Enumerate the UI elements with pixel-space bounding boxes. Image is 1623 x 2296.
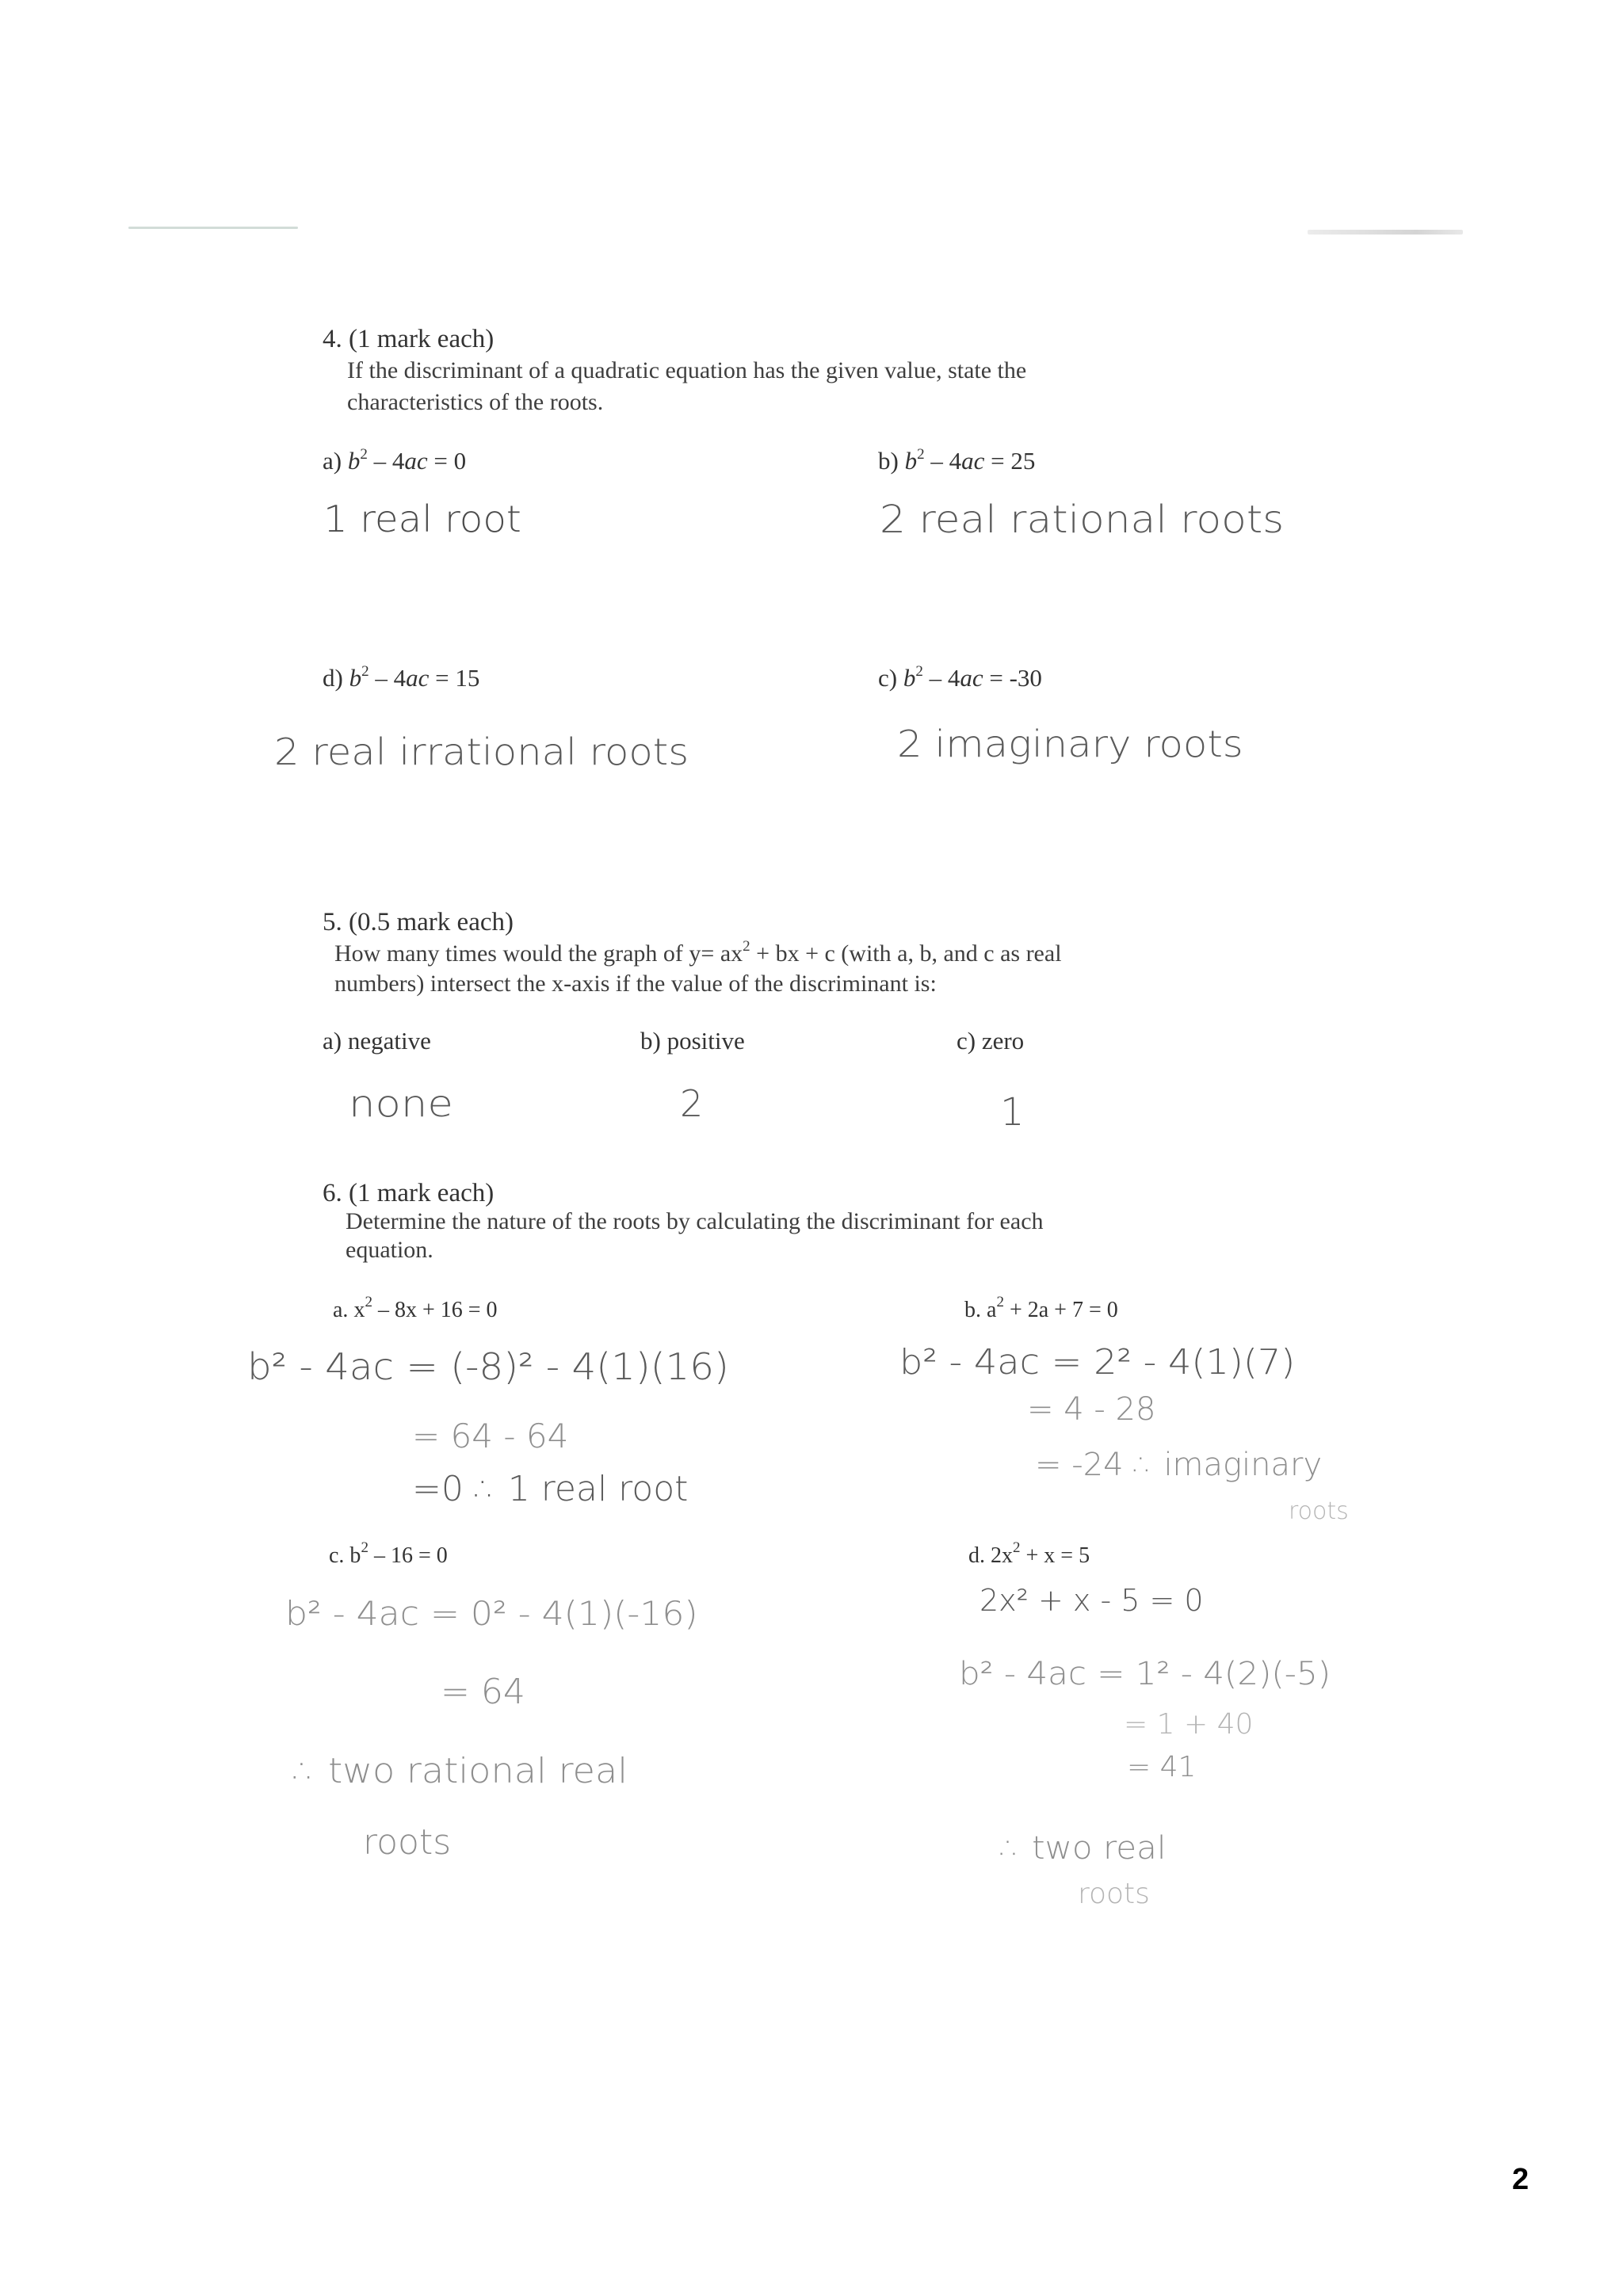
- q6d-work-line5: ∴ two real: [1000, 1830, 1167, 1867]
- q4-prompt-line2: characteristics of the roots.: [347, 389, 604, 415]
- q6d-work-line2: b² - 4ac = 1² - 4(2)(-5): [959, 1656, 1331, 1692]
- q5a-label: a) negative: [323, 1027, 431, 1055]
- q4d-label: d) $b^2 - 4ac = 15$: [323, 663, 480, 692]
- q4-heading: 4. (1 mark each): [323, 325, 495, 353]
- q6c-label: c. $b^2 - 16 = 0$: [329, 1539, 448, 1568]
- q5b-answer: 2: [680, 1082, 704, 1125]
- q6d-work-line6: roots: [1078, 1878, 1150, 1910]
- q5c-label: c) zero: [957, 1027, 1025, 1055]
- q6d-work-line3: = 1 + 40: [1124, 1708, 1254, 1741]
- q6-prompt-line1: Determine the nature of the roots by calculating the discriminant for each: [346, 1208, 1044, 1234]
- q4d-answer: 2 real irrational roots: [274, 730, 689, 773]
- scan-edge-right: [1308, 230, 1463, 235]
- q6a-label: a. $x^2 - 8x + 16 = 0$: [333, 1294, 498, 1322]
- q4c-label: c) $b^2 - 4ac = -30$: [878, 663, 1042, 692]
- q6b-work-line2: = 4 - 28: [1027, 1391, 1156, 1428]
- q4a-label: a) $b^2 - 4ac = 0$: [323, 446, 467, 475]
- q6d-label: d. $2x^2 + x = 5$: [968, 1539, 1090, 1568]
- q6a-work-line3: =0 ∴ 1 real root: [412, 1469, 689, 1509]
- q5-prompt-line1: How many times would the graph of $y= ax^2$ + bx + c (with a, b, and c as real: [334, 938, 1062, 967]
- scan-edge-left: [128, 227, 298, 229]
- q6-prompt-line2: equation.: [346, 1237, 433, 1263]
- q6c-work-line3: ∴ two rational real: [293, 1751, 628, 1791]
- q4-prompt-line1: If the discriminant of a quadratic equation has the given value, state the: [347, 357, 1027, 383]
- q6b-label: b. $a^2 + 2a + 7 = 0$: [964, 1294, 1118, 1322]
- q4b-answer: 2 real rational roots: [880, 498, 1285, 542]
- q6a-work-line2: = 64 - 64: [412, 1417, 569, 1455]
- q4a-answer: 1 real root: [323, 498, 521, 540]
- q5b-label: b) positive: [640, 1027, 745, 1055]
- q6c-work-line1: b² - 4ac = 0² - 4(1)(-16): [285, 1594, 698, 1633]
- q4b-label: b) $b^2 - 4ac = 25$: [878, 446, 1036, 475]
- q6a-work-line1: b² - 4ac = (-8)² - 4(1)(16): [247, 1345, 729, 1388]
- q5a-answer: none: [349, 1082, 453, 1125]
- page-number: 2: [1512, 2163, 1529, 2196]
- q6-heading: 6. (1 mark each): [323, 1179, 495, 1207]
- q6b-work-line1: b² - 4ac = 2² - 4(1)(7): [899, 1342, 1296, 1383]
- q6c-work-line2: = 64: [441, 1672, 525, 1712]
- q6b-work-line3: = -24 ∴ imaginary: [1035, 1447, 1323, 1483]
- q6d-work-line1: 2x² + x - 5 = 0: [980, 1583, 1204, 1618]
- q6b-work-line4: roots: [1289, 1497, 1349, 1525]
- q6c-work-line4: roots: [363, 1822, 452, 1863]
- q5c-answer: 1: [1000, 1090, 1025, 1135]
- q6d-work-line4: = 41: [1127, 1751, 1197, 1783]
- q5-heading: 5. (0.5 mark each): [323, 908, 514, 936]
- q5-prompt-line2: numbers) intersect the x-axis if the value of the discriminant is:: [334, 971, 937, 997]
- q4c-answer: 2 imaginary roots: [897, 723, 1243, 765]
